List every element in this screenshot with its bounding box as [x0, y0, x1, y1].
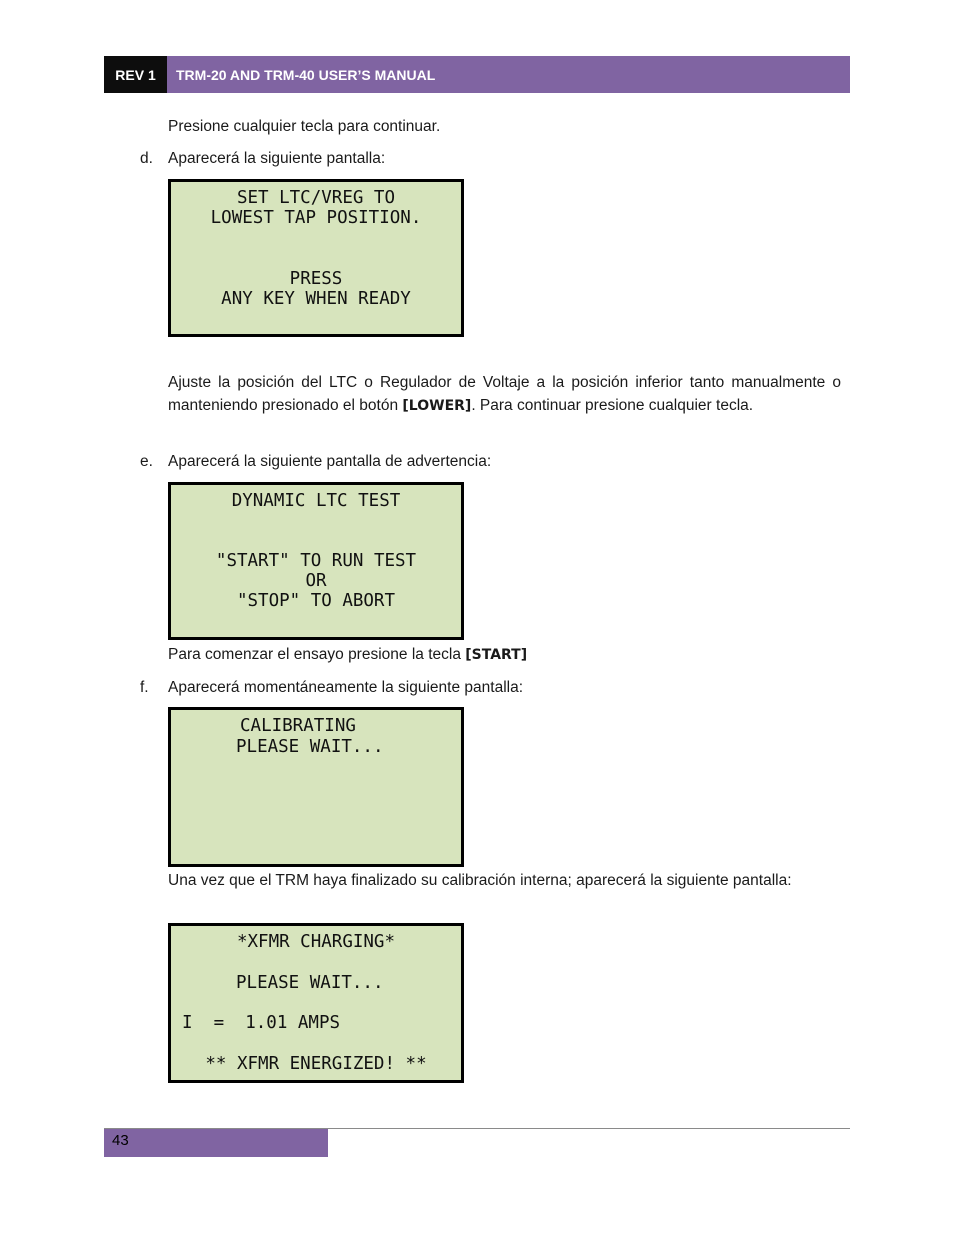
lcd-line: "START" TO RUN TEST: [215, 551, 417, 571]
manual-title: TRM-20 AND TRM-40 USER’S MANUAL: [167, 56, 850, 93]
lcd-line: ** XFMR ENERGIZED! **: [205, 1054, 427, 1074]
step-f-text: Aparecerá momentáneamente la siguiente pantalla:: [168, 679, 524, 696]
step-e-text: Aparecerá la siguiente pantalla de advertencia:: [168, 453, 492, 470]
lcd-line: ANY KEY WHEN READY: [221, 289, 411, 309]
lcd-screen-calibrating: [168, 707, 464, 867]
page-number: 43: [104, 1129, 328, 1157]
lcd-line: PRESS: [289, 269, 343, 289]
page-header: [104, 56, 850, 93]
calibration-paragraph: Una vez que el TRM haya finalizado su calibración interna; aparecerá la siguiente pantalla:: [168, 872, 792, 889]
lcd-line: SET LTC/VREG TO: [236, 188, 396, 208]
lcd-line: PLEASE WAIT...: [236, 737, 384, 757]
lcd-screen-lowest-tap: [168, 179, 464, 337]
revision-label: REV 1: [104, 56, 167, 93]
start-text-pre: Para comenzar el ensayo presione la tecla: [168, 646, 466, 663]
step-f-marker: f.: [140, 679, 149, 696]
lcd-line: *XFMR CHARGING*: [236, 932, 396, 952]
adjust-paragraph: [168, 371, 841, 418]
lcd-line: DYNAMIC LTC TEST: [231, 491, 401, 511]
step-e-marker: e.: [140, 453, 153, 470]
lcd-line: PLEASE WAIT...: [236, 973, 384, 993]
lcd-line: LOWEST TAP POSITION.: [210, 208, 422, 228]
lcd-line: I = 1.01 AMPS: [182, 1013, 341, 1033]
start-key-label: [START]: [465, 647, 528, 663]
step-d-text: Aparecerá la siguiente pantalla:: [168, 150, 386, 167]
step-d-marker: d.: [140, 150, 153, 167]
adjust-text-post: . Para continuar presione cualquier tecla.: [471, 397, 754, 414]
adjust-text-pre: Ajuste la posición del LTC o Regulador de Voltaje a la posición inferior tanto manualmente o manteniendo presionado el botón: [168, 374, 841, 414]
start-instruction: [168, 643, 527, 667]
lcd-screen-dynamic-ltc: [168, 482, 464, 640]
lower-key-label: [LOWER]: [402, 398, 472, 414]
continue-text: Presione cualquier tecla para continuar.: [168, 118, 441, 135]
lcd-line: "STOP" TO ABORT: [236, 591, 396, 611]
lcd-line: OR: [305, 571, 327, 591]
lcd-screen-xfmr-charging: [168, 923, 464, 1083]
lcd-line: CALIBRATING: [240, 716, 356, 736]
